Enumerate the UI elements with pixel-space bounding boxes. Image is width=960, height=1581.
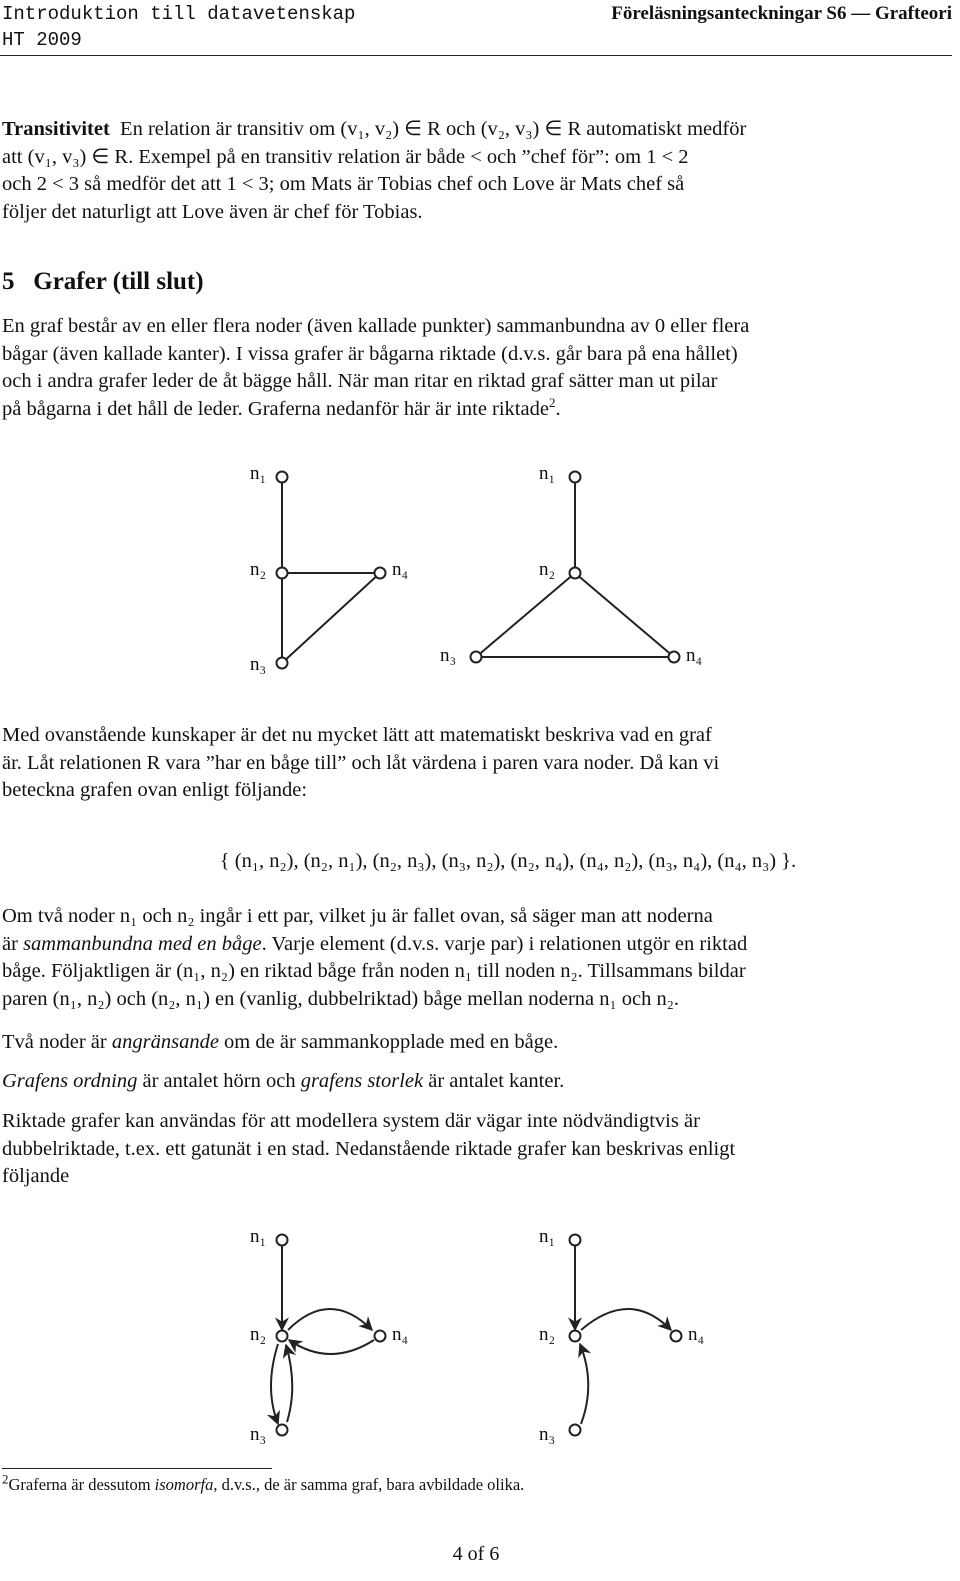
label-n2-a: n₂ (250, 559, 267, 580)
adjacent-pre: Två noder är (2, 1031, 112, 1053)
page-number: 4 of 6 (452, 1543, 500, 1565)
label-n2-b: n₂ (539, 559, 556, 580)
label-n4-b: n₄ (686, 645, 703, 666)
intro-line-2: bågar (även kallade kanter). I vissa grafer är bågarna riktade (d.v.s. går bara på ena hållet) (2, 342, 738, 365)
emphasis-size: grafens storlek (300, 1070, 424, 1092)
order-paragraph (2, 1068, 950, 1096)
header-rule (0, 55, 952, 56)
pair-paragraph (2, 903, 950, 1013)
relation-paragraph (2, 722, 950, 805)
relation-line-1: Med ovanstående kunskaper är det nu mycket lätt att matematiskt beskriva vad en graf (2, 724, 712, 746)
node-n1-c (277, 1235, 288, 1246)
pair-line-4: paren (n₁, n₂) och (n₂, n₁) en (vanlig, dubbelriktad) båge mellan noderna n₁ och n₂. (2, 987, 680, 1010)
edge-n4-n3-a (282, 573, 380, 663)
label-n3-a: n₃ (250, 654, 267, 675)
arc-n3-n2-c (286, 1345, 292, 1422)
term-transitivity: Transitivitet (2, 118, 110, 140)
node-n4-a (375, 568, 386, 579)
footnote-ref: 2 (548, 394, 556, 410)
transitivity-line-1: En relation är transitiv om (v₁, v₂) ∈ R och (v₂, v₃) ∈ R automatiskt medför (120, 118, 747, 140)
footnote (2, 1471, 525, 1495)
transitivity-line-4: följer det naturligt att Love även är chef för Tobias. (2, 200, 423, 223)
node-n2-b (570, 568, 581, 579)
emphasis-isomorphic: isomorfa (154, 1475, 214, 1494)
label-n2-d: n₂ (539, 1324, 556, 1345)
adjacent-post: om de är sammankopplade med en båge. (218, 1031, 559, 1053)
section-number: 5 (2, 268, 15, 295)
pair-line-1: Om två noder n₁ och n₂ ingår i ett par, vilket ju är fallet ovan, så säger man att noderna (2, 905, 713, 927)
edge-n2-n4-b (575, 573, 674, 657)
label-n3-c: n₃ (250, 1424, 267, 1445)
arc-n3-n2-d (580, 1344, 588, 1424)
label-n1-b: n₁ (539, 463, 556, 484)
document-title: Föreläsningsanteckningar S6 — Grafteori (611, 3, 952, 24)
edge-set-formula: { (n₁, n₂), (n₂, n₁), (n₂, n₃), (n₃, n₂), (n₂, n₄), (n₄, n₂), (n₃, n₄), (n₄, n₃) }. (219, 850, 797, 872)
footnote-pre: Graferna är dessutom (8, 1475, 155, 1494)
node-n4-d (671, 1331, 682, 1342)
transitivity-line-2: att (v₁, v₃) ∈ R. Exempel på en transitiv relation är både < och ”chef för”: om 1 < 2 (2, 145, 689, 168)
directed-paragraph (2, 1108, 950, 1191)
intro-line-3: och i andra grafer leder de åt bägge håll. När man ritar en riktad graf sätter man ut pilar (2, 370, 718, 392)
node-n3-c (277, 1425, 288, 1436)
node-n3-b (471, 652, 482, 663)
label-n1-c: n₁ (250, 1226, 267, 1247)
intro-line-1: En graf består av en eller flera noder (även kallade punkter) sammanbundna av 0 eller flera (2, 315, 750, 337)
pair-line-2a: är (2, 932, 24, 955)
footnote-post: , d.v.s., de är samma graf, bara avbildade olika. (213, 1475, 525, 1494)
label-n4-d: n₄ (688, 1324, 705, 1345)
relation-line-3: beteckna grafen ovan enligt följande: (2, 779, 308, 801)
edge-n2-n3-b (476, 573, 575, 657)
node-n4-b (669, 652, 680, 663)
intro-paragraph (2, 313, 950, 423)
node-n4-c (375, 1331, 386, 1342)
adjacent-paragraph (2, 1029, 950, 1057)
pair-line-3: båge. Följaktligen är (n₁, n₂) en riktad båge från noden n₁ till noden n₂. Tillsammans bildar (2, 960, 746, 982)
footnote-rule (2, 1468, 272, 1469)
directed-line-2: dubbelriktade, t.ex. ett gatunät i en stad. Nedanstående riktade grafer kan beskrivas enligt (2, 1137, 736, 1160)
emphasis-order: Grafens ordning (2, 1070, 138, 1092)
footnote-mark: 2 (2, 1471, 9, 1487)
directed-graphs-figure (230, 1218, 730, 1458)
undirected-graphs-figure (230, 455, 730, 685)
transitivity-paragraph (2, 116, 950, 226)
order-mid: är antalet hörn och (137, 1070, 301, 1092)
course-title: Introduktion till datavetenskap (2, 3, 356, 25)
label-n1-a: n₁ (250, 463, 267, 484)
directed-line-3: följande (2, 1165, 70, 1187)
arc-n4-n2-c (289, 1340, 374, 1354)
arc-n2-n4-c (288, 1309, 372, 1330)
label-n3-d: n₃ (539, 1424, 556, 1445)
node-n3-a (277, 658, 288, 669)
arc-n2-n4-d (581, 1309, 671, 1330)
node-n1-d (570, 1235, 581, 1246)
intro-line-4: på bågarna i det håll de leder. Graferna nedanför här är inte riktade (2, 397, 549, 420)
label-n4-c: n₄ (392, 1324, 409, 1345)
section-heading (2, 268, 204, 296)
term: HT 2009 (2, 29, 82, 51)
label-n3-b: n₃ (440, 645, 457, 666)
node-n2-a (277, 568, 288, 579)
transitivity-line-3: och 2 < 3 så medför det att 1 < 3; om Mats är Tobias chef och Love är Mats chef så (2, 173, 685, 195)
node-n1-a (277, 472, 288, 483)
label-n4-a: n₄ (392, 559, 409, 580)
label-n1-d: n₁ (539, 1226, 556, 1247)
intro-line-4-end: . (555, 397, 561, 420)
arc-n2-n3-c (271, 1344, 278, 1424)
emphasis-connected: sammanbundna med en båge (23, 932, 262, 955)
section-title: Grafer (till slut) (33, 268, 204, 295)
node-n2-c (277, 1331, 288, 1342)
pair-line-2b: . Varje element (d.v.s. varje par) i relationen utgör en riktad (261, 932, 748, 955)
relation-line-2: är. Låt relationen R vara ”har en båge till” och låt värdena i paren vara noder. Då kan vi (2, 751, 720, 774)
emphasis-adjacent: angränsande (111, 1031, 219, 1053)
node-n1-b (570, 472, 581, 483)
node-n3-d (570, 1425, 581, 1436)
label-n2-c: n₂ (250, 1324, 267, 1345)
directed-line-1: Riktade grafer kan användas för att modellera system där vägar inte nödvändigtvis är (2, 1110, 700, 1132)
node-n2-d (570, 1331, 581, 1342)
order-post: är antalet kanter. (423, 1070, 565, 1092)
